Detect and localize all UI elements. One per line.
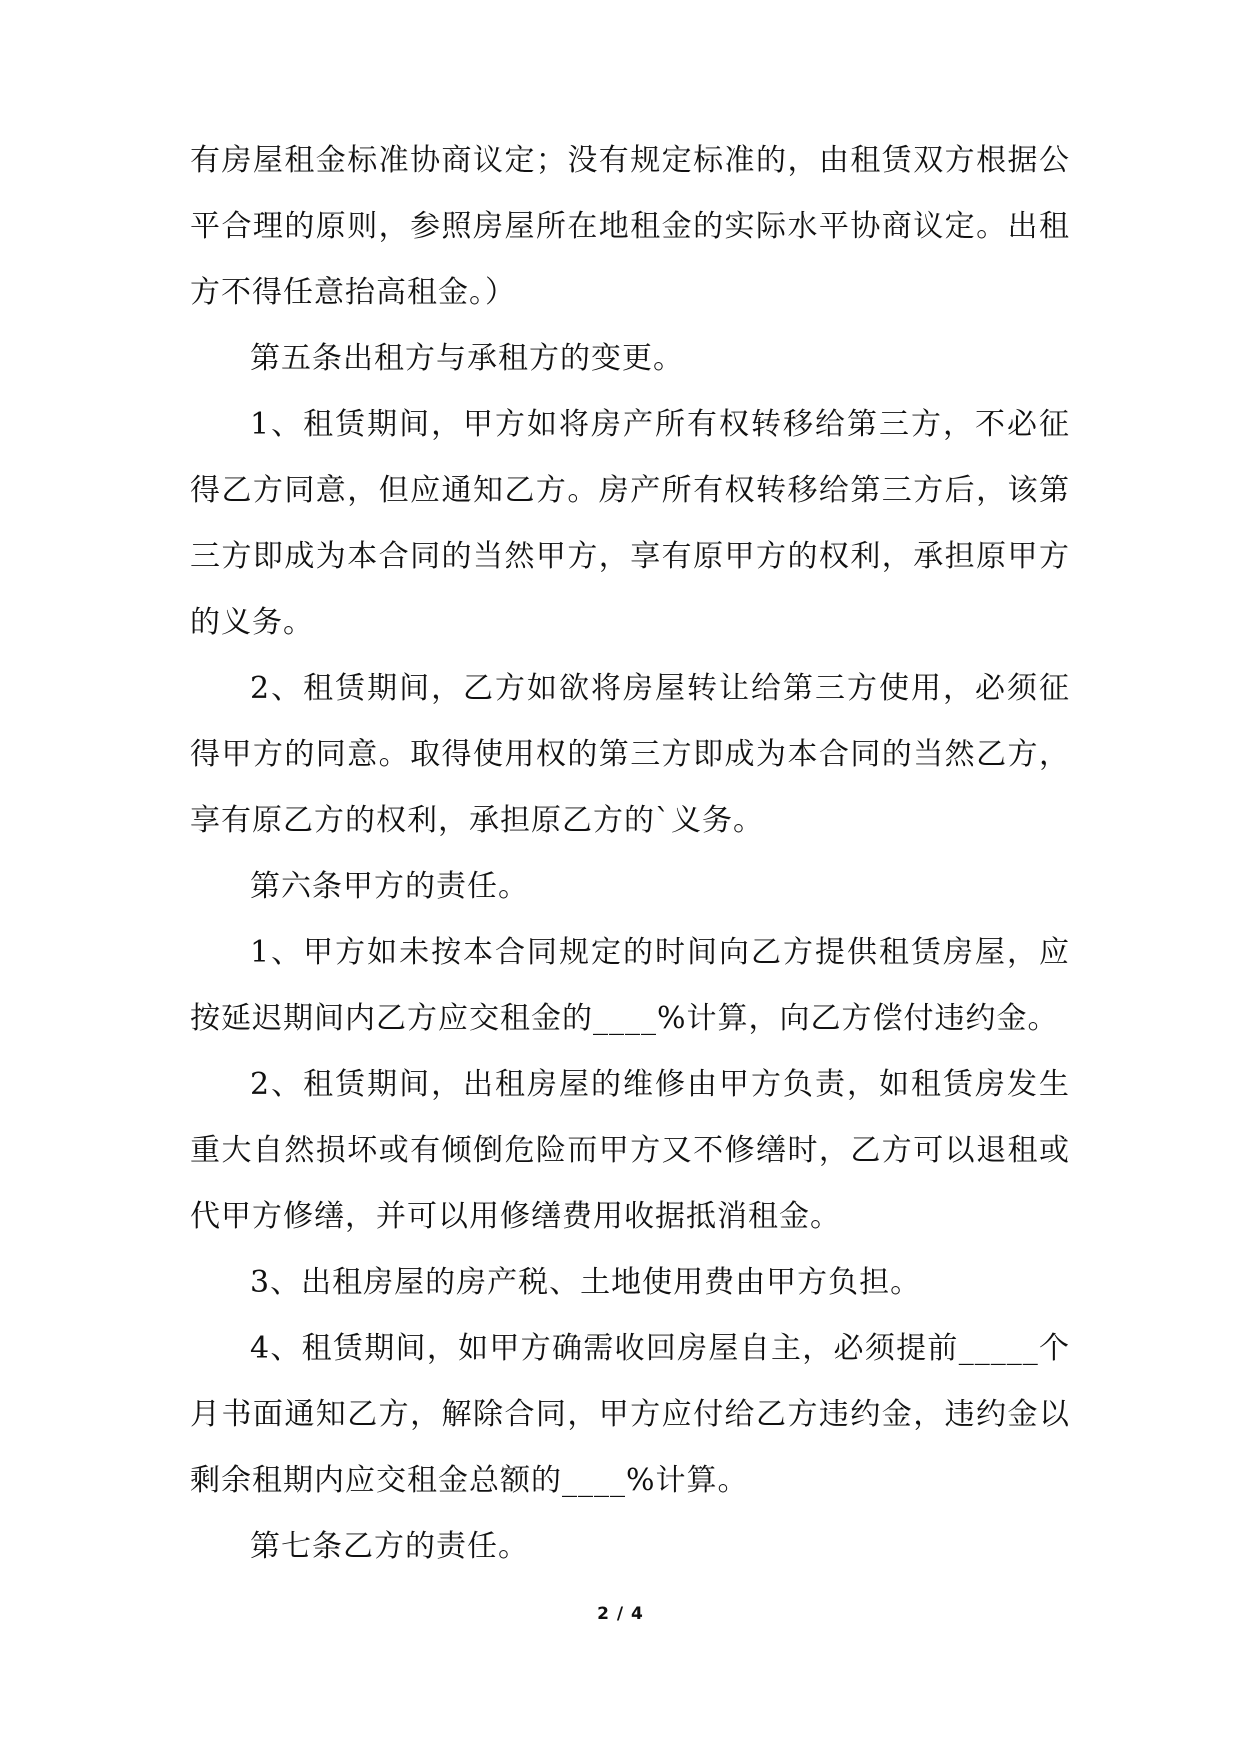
page-number: 2 / 4 — [597, 1604, 644, 1624]
paragraph-article-6-item-2: 2、租赁期间，出租房屋的维修由甲方负责，如租赁房发生重大自然损坏或有倾倒危险而甲方又不修缮时，乙方可以退租或代甲方修缮，并可以用修缮费用收据抵消租金。 — [190, 1067, 1070, 1234]
paragraph-rent-standard: 有房屋租金标准协商议定；没有规定标准的，由租赁双方根据公平合理的原则，参照房屋所在地租金的实际水平协商议定。出租方不得任意抬高租金。） — [190, 143, 1070, 310]
paragraph-article-6-item-3: 3、出租房屋的房产税、土地使用费由甲方负担。 — [250, 1265, 922, 1300]
document-body — [190, 128, 1070, 1580]
paragraph-article-6-item-4: 4、租赁期间，如甲方确需收回房屋自主，必须提前_____个月书面通知乙方，解除合同，甲方应付给乙方违约金，违约金以剩余租期内应交租金总额的____%计算。 — [190, 1331, 1070, 1498]
paragraph-article-5-item-1: 1、租赁期间，甲方如将房产所有权转移给第三方，不必征得乙方同意，但应通知乙方。房产所有权转移给第三方后，该第三方即成为本合同的当然甲方，享有原甲方的权利，承担原甲方的义务。 — [190, 407, 1070, 640]
paragraph-article-6-item-1: 1、甲方如未按本合同规定的时间向乙方提供租赁房屋，应按延迟期间内乙方应交租金的____%计算，向乙方偿付违约金。 — [190, 935, 1070, 1036]
paragraph-article-5-item-2: 2、租赁期间，乙方如欲将房屋转让给第三方使用，必须征得甲方的同意。取得使用权的第三方即成为本合同的当然乙方，享有原乙方的权利，承担原乙方的`义务。 — [190, 671, 1070, 838]
heading-article-7: 第七条乙方的责任。 — [250, 1529, 529, 1564]
heading-article-6: 第六条甲方的责任。 — [250, 869, 529, 904]
heading-article-5: 第五条出租方与承租方的变更。 — [250, 341, 684, 376]
